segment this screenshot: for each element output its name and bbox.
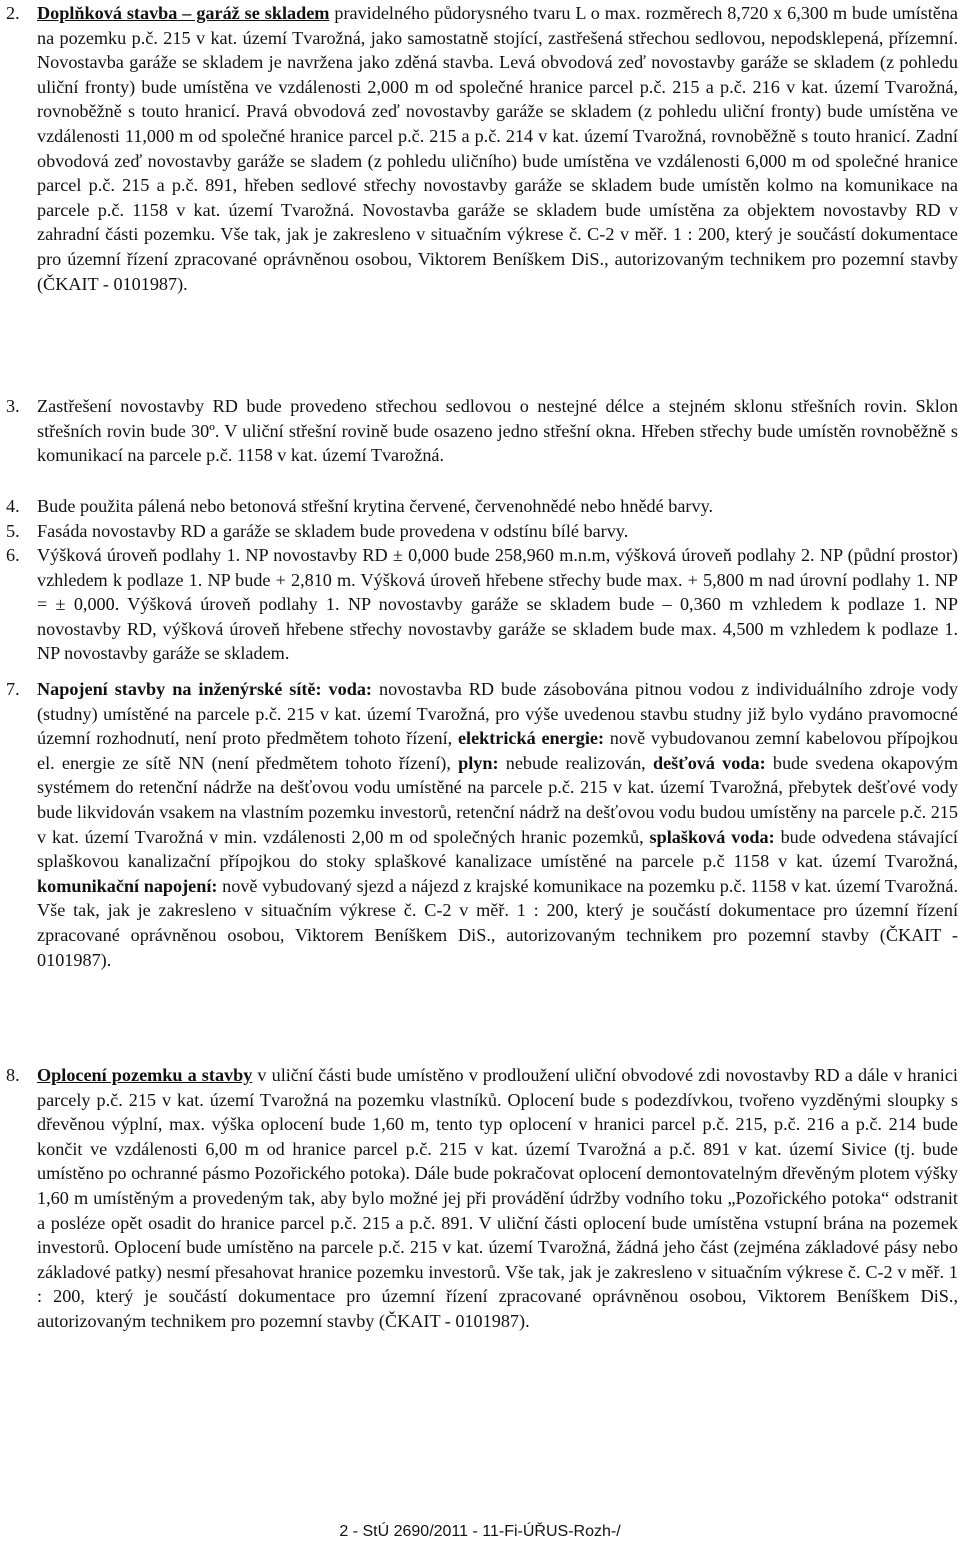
text-run: bude svedena okapovým systémem do retenční nádrže na dešťovou vodu umístěné na parcele p.č. 215 v kat. území Tvarožná, přebytek dešťové vody bude likvidován vsakem na vlastním pozemku investorů, retenční nádrž na dešťovou vodu budou umístěny na parcele p.č. 215 v kat. území Tvarožná v min. vzdálenosti 2,00 m od společných hranic pozemků, bbox=[37, 752, 958, 847]
text-run: nově vybudovaný sjezd a nájezd z krajské komunikace na pozemku p.č. 1158 v kat. území Tvarožná. Vše tak, jak je zakresleno v situačním výkrese č. C-2 v měř. 1 : 200, který je součástí dokumentace pro územní řízení zpracované oprávněnou osobou, Viktorem Beníškem DiS., autorizovaným technikem pro pozemní stavby (ČKAIT - 0101987). bbox=[37, 875, 958, 970]
page-footer: 2 - StÚ 2690/2011 - 11-Fi-ÚŘUS-Rozh-/ bbox=[339, 1523, 621, 1540]
list-item-3 bbox=[0, 394, 960, 468]
item-text bbox=[37, 677, 958, 972]
list-item-8 bbox=[0, 1063, 960, 1334]
text-run: Fasáda novostavby RD a garáže se skladem bude provedena v odstínu bílé barvy. bbox=[37, 521, 629, 541]
item-text bbox=[37, 519, 958, 544]
item-text bbox=[37, 1063, 958, 1334]
list-item-4 bbox=[0, 494, 960, 519]
item-number: 4. bbox=[6, 496, 20, 516]
text-run: v uliční části bude umístěno v prodloužení uliční obvodové zdi novostavby RD a dále v hranici parcely p.č. 215 v kat. území Tvarožná na pozemku vlastníků. Oplocení bude s podezdívkou, tvořeno vyzděnými sloupky s dřevěnou výplní, max. výška oplocení bude 1,60 m, tento typ oplocení v hranici parcel p.č. 215, p.č. 216 a p.č. 214 bude končit ve vzdálenosti 6,00 m od hranice parcel p.č. 215 v kat. území Tvarožná a p.č. 891 v kat. území Sivice (tj. bude umístěno po ochranné pásmo Pozořického potoka). Dále bude pokračovat oplocení demontovatelným dřevěným plotem výšky 1,60 m umístěným a provedeným tak, aby bylo možné jej při provádění údržby vodního toku „Pozořického potoka“ odstranit a posléze opět osadit do hranice parcel p.č. 215 a p.č. 891. V uliční části oplocení bude umístěna vstupní brána na pozemek investorů. Oplocení bude umístěno na parcele p.č. 215 v kat. území Tvarožná, žádná jeho část (zejména základové pásy nebo základové patky) nesmí přesahovat hranice pozemku investorů. Vše tak, jak je zakresleno v situačním výkrese č. C-2 v měř. 1 : 200, který je součástí dokumentace pro územní řízení zpracované oprávněnou osobou, Viktorem Beníškem DiS., autorizovaným technikem pro pozemní stavby (ČKAIT - 0101987). bbox=[37, 1065, 958, 1331]
label-rainwater: dešťová voda: bbox=[652, 752, 766, 773]
item-number: 6. bbox=[6, 545, 20, 565]
item-number: 5. bbox=[6, 521, 20, 541]
item-number: 7. bbox=[6, 679, 20, 699]
list-item-7 bbox=[0, 677, 960, 972]
text-run: Zastřešení novostavby RD bude provedeno střechou sedlovou o nestejné délce a stejném sklonu střešních rovin. Sklon střešních rovin bude 30º. V uliční střešní rovině bude osazeno jedno střešní okna. Hřeben střechy bude umístěn rovnoběžně s komunikací na parcele p.č. 1158 v kat. území Tvarožná. bbox=[37, 396, 958, 466]
item-text bbox=[37, 1, 958, 296]
item-text bbox=[37, 394, 958, 468]
item-number: 3. bbox=[6, 396, 20, 416]
text-run: nebude realizován, bbox=[498, 752, 653, 773]
text-run: nově vybudovanou zemní kabelovou přípojkou el. energie ze sítě NN (není předmětem tohoto řízení), bbox=[37, 728, 958, 773]
heading-garage: Doplňková stavba – garáž se skladem bbox=[37, 3, 330, 23]
list-item-2 bbox=[0, 1, 960, 296]
text-run: novostavba RD bude zásobována pitnou vodou z individuálního zdroje vody (studny) umístěné na parcele p.č. 215 v kat. území Tvarožná, pro výše uvedenou stavbu studny již bylo vydáno pravomocné územní rozhodnutí, není proto předmětem tohoto řízení, bbox=[37, 679, 958, 749]
list-item-5 bbox=[0, 519, 960, 544]
item-text bbox=[37, 494, 958, 519]
item-number: 2. bbox=[6, 3, 20, 23]
heading-fencing: Oplocení pozemku a stavby bbox=[37, 1065, 253, 1085]
heading-utilities: Napojení stavby na inženýrské sítě: voda: bbox=[37, 679, 372, 699]
label-sewage: splašková voda: bbox=[649, 826, 775, 847]
text-run: pravidelného půdorysného tvaru L o max. rozměrech 8,720 x 6,300 m bude umístěna na pozemku p.č. 215 v kat. území Tvarožná, jako samostatně stojící, zastřešená střechou sedlovou, nepodsklepená, přízemní. Novostavba garáže se skladem je navržena jako zděná stavba. Levá obvodová zeď novostavby garáže se skladem (z pohledu uliční fronty) bude umístěna ve vzdálenosti 2,000 m od společné hranice parcel p.č. 215 a p.č. 216 v kat. území Tvarožná, rovnoběžně s touto hranicí. Pravá obvodová zeď novostavby garáže se skladem (z pohledu uliční fronty) bude umístěna ve vzdálenosti 11,000 m od společné hranice parcel p.č. 215 a p.č. 214 v kat. území Tvarožná, rovnoběžně s touto hranicí. Zadní obvodová zeď novostavby garáže se sladem (z pohledu uličního) bude umístěna ve vzdálenosti 6,000 m od společné hranice parcel p.č. 215 a p.č. 891, hřeben sedlové střechy novostavby garáže se skladem bude umístěn kolmo na komunikace na parcele p.č. 1158 v kat. území Tvarožná. Novostavba garáže se skladem bude umístěna za objektem novostavby RD v zahradní části pozemku. Vše tak, jak je zakresleno v situačním výkrese č. C-2 v měř. 1 : 200, který je součástí dokumentace pro územní řízení zpracované oprávněnou osobou, Viktorem Beníškem DiS., autorizovaným technikem pro pozemní stavby (ČKAIT - 0101987). bbox=[37, 3, 958, 294]
item-text bbox=[37, 543, 958, 666]
list-item-6 bbox=[0, 543, 960, 666]
label-gas: plyn: bbox=[458, 752, 499, 773]
label-road-access: komunikační napojení: bbox=[37, 875, 218, 896]
item-number: 8. bbox=[6, 1065, 20, 1085]
label-electricity: elektrická energie: bbox=[457, 728, 605, 749]
text-run: bude odvedena stávající splaškovou kanalizační přípojkou do stoky splaškové kanalizace umístěné na parcele p.č 1158 v kat. území Tvarožná, bbox=[37, 826, 958, 872]
text-run: Výšková úroveň podlahy 1. NP novostavby RD ± 0,000 bude 258,960 m.n.m, výšková úroveň podlahy 2. NP (půdní prostor) vzhledem k podlaze 1. NP bude + 2,810 m. Výšková úroveň hřebene střechy bude max. + 5,800 m nad úrovní podlahy 1. NP = ± 0,000. Výšková úroveň podlahy 1. NP novostavby garáže se skladem bude – 0,360 m vzhledem k podlaze 1. NP novostavby RD, výšková úroveň hřebene střechy novostavby garáže se skladem bude max. 4,500 m vzhledem k podlaze 1. NP novostavby garáže se skladem. bbox=[37, 545, 958, 664]
text-run: Bude použita pálená nebo betonová střešní krytina červené, červenohnědé nebo hnědé barvy. bbox=[37, 496, 714, 516]
